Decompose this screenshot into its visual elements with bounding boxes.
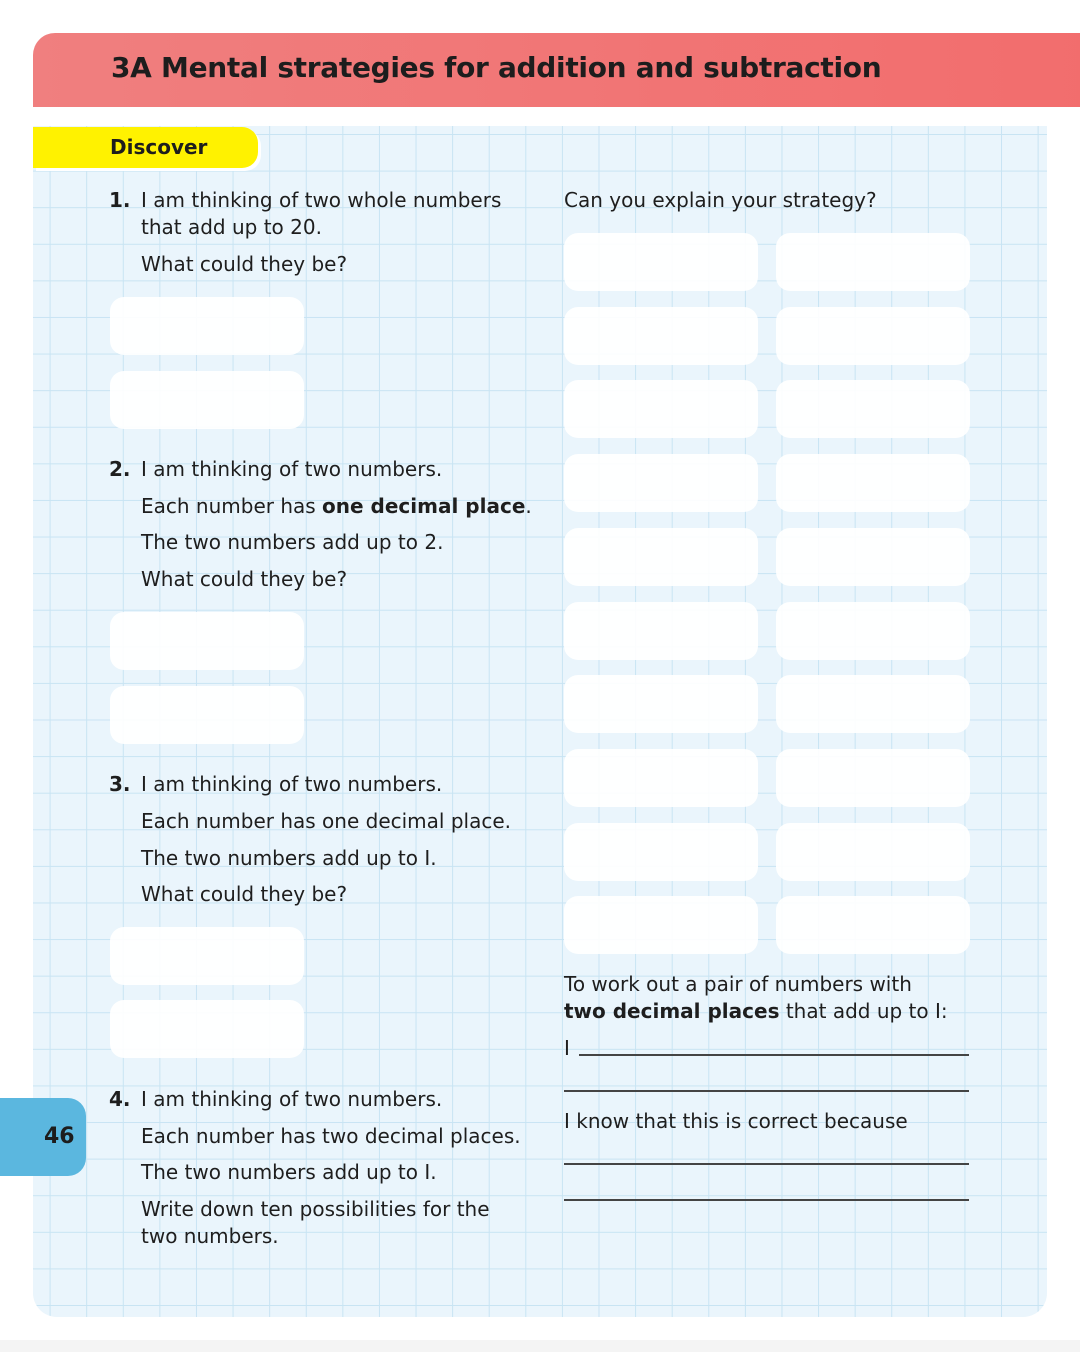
answer-box-r2-right[interactable] <box>776 307 970 365</box>
question-2-line-3: The two numbers add up to 2. <box>141 530 444 554</box>
question-4-line-2: Each number has two decimal places. <box>141 1124 521 1148</box>
answer-box-r7-right[interactable] <box>776 675 970 733</box>
question-4-number: 4. <box>109 1087 131 1111</box>
answer-box-r4-right[interactable] <box>776 454 970 512</box>
answer-box-r7-left[interactable] <box>564 675 758 733</box>
answer-box-r8-right[interactable] <box>776 749 970 807</box>
question-3-line-1: I am thinking of two numbers. <box>141 772 443 796</box>
answer-box-q2-b[interactable] <box>110 686 304 744</box>
work-out-text-line-2 <box>564 999 948 1023</box>
question-2-number: 2. <box>109 457 131 481</box>
answer-box-q1-a[interactable] <box>110 297 304 355</box>
discover-label: Discover <box>110 135 208 159</box>
answer-box-r5-left[interactable] <box>564 528 758 586</box>
answer-box-r6-left[interactable] <box>564 602 758 660</box>
answer-box-r1-left[interactable] <box>564 233 758 291</box>
work-out-rest: that add up to I: <box>779 999 948 1023</box>
answer-box-q3-b[interactable] <box>110 1000 304 1058</box>
first-answer-prefix: I <box>564 1036 570 1060</box>
question-2-line-1: I am thinking of two numbers. <box>141 457 443 481</box>
answer-box-r6-right[interactable] <box>776 602 970 660</box>
answer-line-4[interactable] <box>564 1199 969 1201</box>
question-1-line-2: that add up to 20. <box>141 215 322 239</box>
question-1-line-3: What could they be? <box>141 252 348 276</box>
answer-box-r2-left[interactable] <box>564 307 758 365</box>
answer-box-r3-left[interactable] <box>564 380 758 438</box>
question-4-line-5: two numbers. <box>141 1224 279 1248</box>
page-header <box>33 33 1080 107</box>
answer-box-r10-left[interactable] <box>564 896 758 954</box>
question-3-line-2: Each number has one decimal place. <box>141 809 511 833</box>
answer-box-r8-left[interactable] <box>564 749 758 807</box>
question-4-line-3: The two numbers add up to I. <box>141 1160 437 1184</box>
correct-because-text: I know that this is correct because <box>564 1109 908 1133</box>
question-1-number: 1. <box>109 188 131 212</box>
answer-box-r10-right[interactable] <box>776 896 970 954</box>
answer-box-q2-a[interactable] <box>110 612 304 670</box>
question-1-line-1: I am thinking of two whole numbers <box>141 188 502 212</box>
question-3-line-4: What could they be? <box>141 882 348 906</box>
page-title: 3A Mental strategies for addition and subtraction <box>111 51 882 84</box>
answer-box-r9-left[interactable] <box>564 823 758 881</box>
strategy-prompt: Can you explain your strategy? <box>564 188 877 212</box>
question-4-line-4: Write down ten possibilities for the <box>141 1197 490 1221</box>
answer-box-r5-right[interactable] <box>776 528 970 586</box>
question-2-bold-phrase: one decimal place <box>322 494 526 518</box>
answer-box-r3-right[interactable] <box>776 380 970 438</box>
question-2-line-4: What could they be? <box>141 567 348 591</box>
answer-box-q3-a[interactable] <box>110 927 304 985</box>
question-2-line-2-start: Each number has <box>141 494 323 518</box>
answer-line-2[interactable] <box>564 1090 969 1092</box>
answer-box-q1-b[interactable] <box>110 371 304 429</box>
answer-box-r9-right[interactable] <box>776 823 970 881</box>
page-number-tab <box>0 1098 86 1176</box>
answer-box-r1-right[interactable] <box>776 233 970 291</box>
answer-line-3[interactable] <box>564 1163 969 1165</box>
question-4-line-1: I am thinking of two numbers. <box>141 1087 443 1111</box>
answer-line-1[interactable] <box>579 1054 969 1056</box>
answer-box-r4-left[interactable] <box>564 454 758 512</box>
bottom-strip <box>0 1340 1080 1352</box>
work-out-text-line-1: To work out a pair of numbers with <box>564 972 912 996</box>
page-number: 46 <box>44 1124 75 1149</box>
question-3-line-3: The two numbers add up to I. <box>141 846 437 870</box>
work-out-bold-phrase: two decimal places <box>564 999 780 1023</box>
question-3-number: 3. <box>109 772 131 796</box>
discover-label-tag <box>33 127 258 168</box>
question-2-line-2-end: . <box>525 494 532 518</box>
question-2-line-2 <box>141 494 532 518</box>
